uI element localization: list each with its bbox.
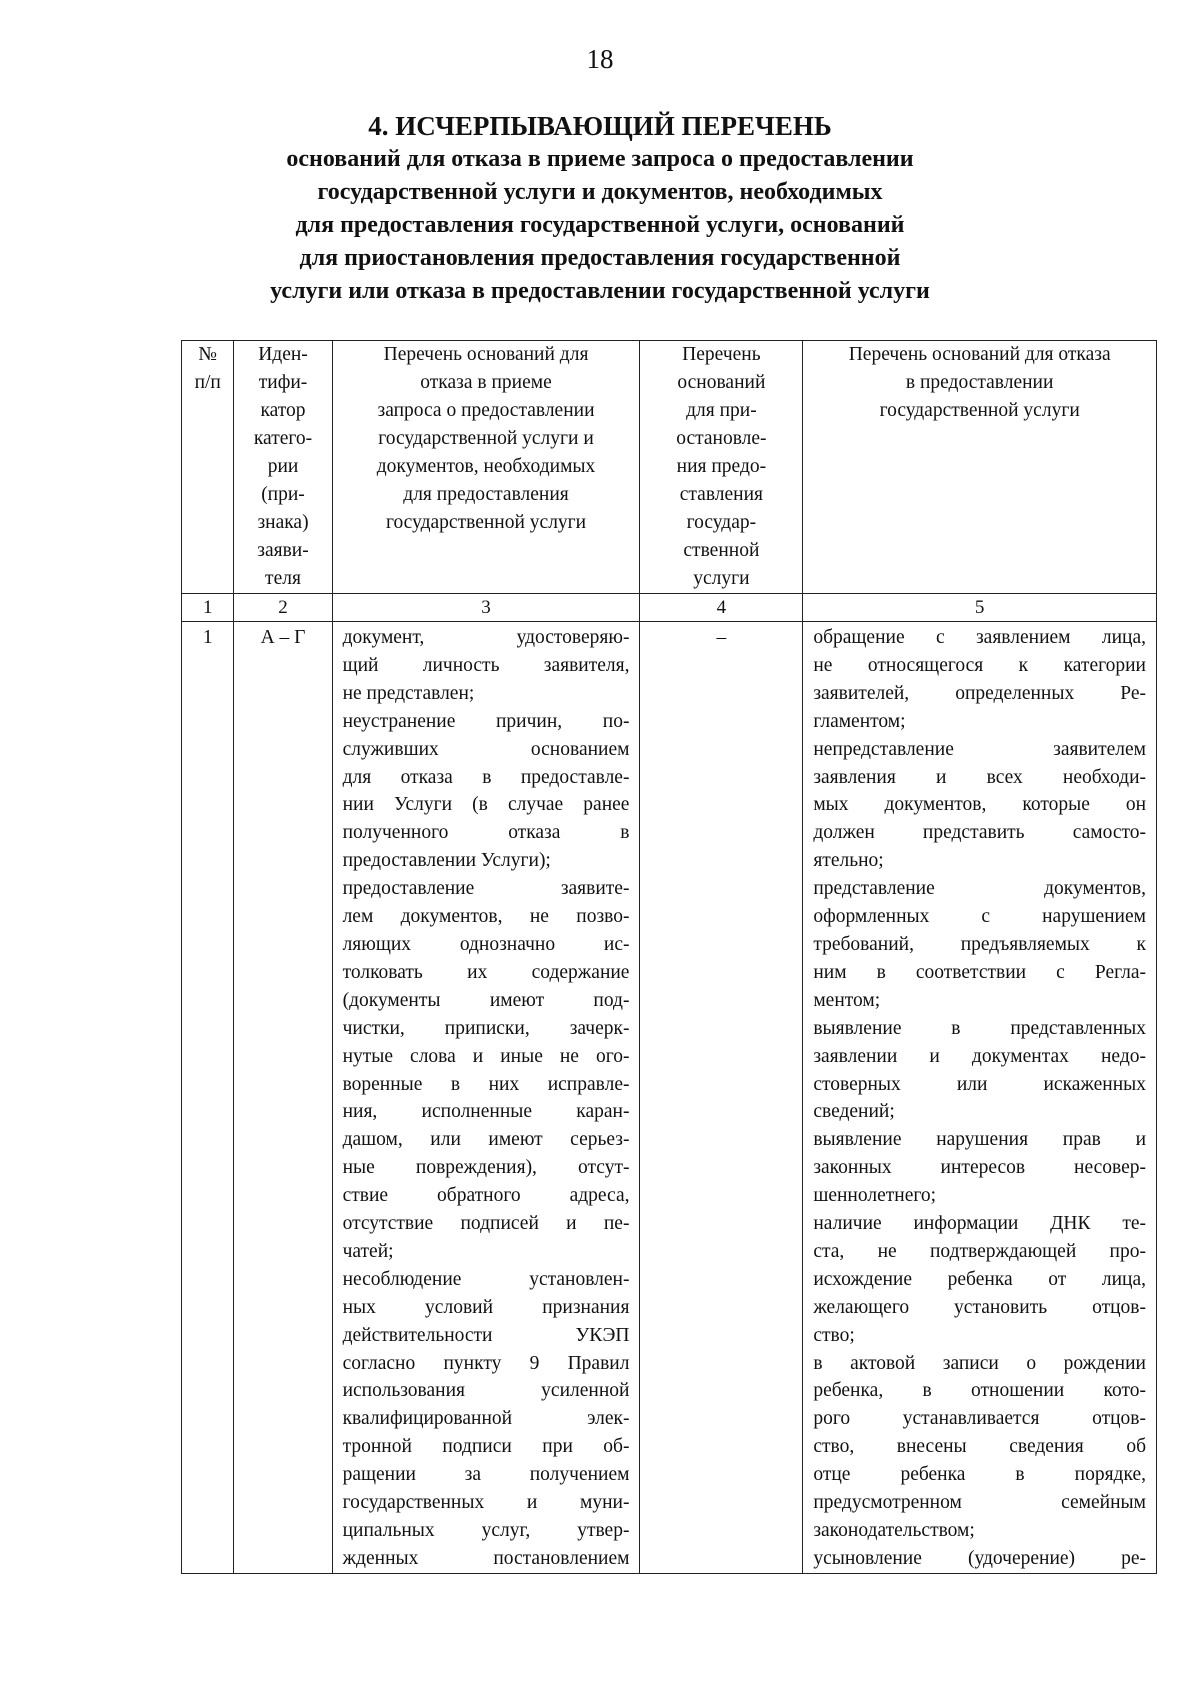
table-row [182, 622, 1157, 1574]
text-line: ятельно; [813, 850, 884, 872]
text-line: согласно пункту 9 Правил [342, 1352, 630, 1374]
text-line: мых документов, которые он [813, 794, 1146, 816]
text-line: ребенка, в отношении кото- [813, 1380, 1146, 1402]
header-line: п/п [194, 372, 221, 393]
text-line: ципальных услуг, утвер- [342, 1520, 630, 1541]
header-line: ставления [679, 484, 764, 505]
header-line: документов, необходимых [376, 456, 596, 477]
text-line: ращении за получением [342, 1464, 630, 1486]
text-line: заявлении и документах недо- [813, 1045, 1146, 1067]
text-line: чатей; [342, 1240, 394, 1262]
text-line: ство, внесены сведения об [813, 1436, 1146, 1458]
text-line: (документы имеют под- [342, 989, 630, 1011]
text-line: дашом, или имеют серьез- [342, 1129, 630, 1151]
row-category-text: А – Г [260, 627, 306, 648]
section-title: 4. ИСЧЕРПЫВАЮЩИЙ ПЕРЕЧЕНЬ [368, 111, 832, 141]
text-line: нии Услуги (в случае ранее [342, 794, 630, 816]
header-line: рии [267, 456, 299, 477]
text-line: предусмотренном семейным [813, 1492, 1146, 1514]
text-line: воренные в них исправле- [342, 1073, 630, 1095]
text-line: законных интересов несовер- [813, 1157, 1146, 1179]
column-number: 3 [332, 594, 640, 622]
text-line: желающего установить отцов- [813, 1296, 1146, 1318]
column-number: 5 [803, 594, 1157, 622]
text-line: предоставлении Услуги); [342, 850, 551, 872]
text-line: усыновление (удочерение) ре- [813, 1547, 1146, 1569]
header-line: государственной услуги [879, 400, 1080, 421]
reception-refusal-cell [332, 622, 640, 1574]
text-line: должен представить самосто- [813, 822, 1146, 844]
header-line: Перечень оснований для [383, 344, 589, 365]
text-line: обращение с заявлением лица, [813, 627, 1146, 648]
text-line: гламентом; [813, 710, 906, 732]
text-line: использования усиленной [342, 1380, 630, 1402]
text-line: в актовой записи о рождении [813, 1352, 1146, 1374]
header-line: № [198, 344, 218, 365]
text-line: служивших основанием [342, 738, 630, 760]
header-line: услуги [693, 568, 750, 589]
text-line: ментом; [813, 989, 881, 1011]
header-line: отказа в приеме [420, 372, 552, 393]
header-reception-refusal-grounds [332, 341, 640, 594]
header-line: для предоставления [403, 484, 569, 505]
header-line: государственной услуги и [378, 428, 594, 449]
text-line: толковать их содержание [342, 961, 630, 983]
header-line: государ- [686, 512, 757, 533]
row-number [182, 622, 234, 1574]
text-line: предоставление заявите- [342, 878, 630, 900]
column-number: 2 [234, 594, 332, 622]
text-line: ство; [813, 1324, 855, 1346]
header-line: Иден- [258, 344, 308, 365]
section-subtitle-line: государственной услуги и документов, необходимых [317, 179, 883, 205]
text-line: несоблюдение установлен- [342, 1268, 630, 1290]
text-line: для отказа в предоставле- [342, 766, 630, 788]
header-line: катего- [253, 428, 313, 449]
header-line: оснований [677, 372, 766, 393]
text-line: лем документов, не позво- [342, 906, 630, 928]
text-line: тронной подписи при об- [342, 1436, 630, 1458]
text-line: ных условий признания [342, 1296, 630, 1318]
text-line: оформленных с нарушением [813, 906, 1146, 928]
text-line: документ, удостоверяю- [342, 627, 630, 648]
text-line: заявления и всех необходи- [813, 766, 1146, 788]
section-subtitle-line: услуги или отказа в предоставлении государственной услуги [270, 278, 930, 304]
text-line: рого устанавливается отцов- [813, 1408, 1146, 1430]
text-line: неустранение причин, по- [342, 710, 630, 732]
text-line: законодательством; [813, 1520, 975, 1541]
text-line: жденных постановлением [342, 1547, 630, 1569]
text-line: не относящегося к категории [813, 654, 1146, 676]
text-line: наличие информации ДНК те- [813, 1213, 1146, 1235]
text-line: нутые слова и иные не ого- [342, 1045, 630, 1067]
text-line: государственных и муни- [342, 1492, 630, 1514]
section-heading [0, 110, 1200, 308]
text-line: отсутствие подписей и пе- [342, 1213, 630, 1235]
header-line: (при- [261, 484, 305, 505]
text-line: квалифицированной элек- [342, 1408, 630, 1430]
header-line: остановле- [676, 428, 767, 449]
suspension-cell [640, 622, 803, 1574]
header-applicant-category [234, 341, 332, 594]
section-subtitle-line: оснований для отказа в приеме запроса о предоставлении [286, 146, 914, 172]
text-line: действительности УКЭП [342, 1324, 630, 1346]
header-line: в предоставлении [905, 372, 1054, 393]
header-line: для при- [686, 400, 757, 421]
section-subtitle-line: для приостановления предоставления государственной [299, 245, 901, 271]
row-category [234, 622, 332, 1574]
page-number: 18 [586, 44, 614, 74]
header-number [182, 341, 234, 594]
text-line: ляющих однозначно ис- [342, 933, 630, 955]
text-line: ствие обратного адреса, [342, 1185, 630, 1207]
header-line: заяви- [257, 540, 309, 561]
column-number: 1 [182, 594, 234, 622]
reception-refusal-text [333, 622, 640, 1573]
service-refusal-cell [803, 622, 1157, 1574]
header-line: ственной [683, 540, 760, 561]
header-service-refusal-grounds [803, 341, 1157, 594]
header-line: катор [260, 400, 306, 421]
section-subtitle-line: для предоставления государственной услуги, оснований [295, 212, 905, 238]
header-line: запроса о предоставлении [377, 400, 595, 421]
text-line: выявление нарушения прав и [813, 1129, 1146, 1151]
text-line: непредставление заявителем [813, 738, 1146, 760]
text-line: стоверных или искаженных [813, 1073, 1146, 1095]
text-line: выявление в представленных [813, 1017, 1146, 1039]
text-line: требований, предъявляемых к [813, 933, 1146, 955]
service-refusal-text [803, 622, 1156, 1573]
text-line: не представлен; [342, 682, 475, 704]
suspension-text: – [716, 627, 727, 648]
text-line: ния, исполненные каран- [342, 1101, 630, 1123]
text-line: представление документов, [813, 878, 1146, 900]
text-line: ним в соответствии с Регла- [813, 961, 1146, 983]
text-line: исхождение ребенка от лица, [813, 1268, 1146, 1290]
text-line: заявителей, определенных Ре- [813, 682, 1146, 704]
header-line: тифи- [258, 372, 308, 393]
text-line: ные повреждения), отсут- [342, 1157, 630, 1179]
header-row [182, 341, 1157, 594]
column-number: 4 [640, 594, 803, 622]
header-suspension-grounds [640, 341, 803, 594]
text-line: щий личность заявителя, [342, 654, 630, 676]
row-number-text: 1 [202, 627, 213, 648]
text-line: чистки, приписки, зачерк- [342, 1017, 630, 1039]
text-line: сведений; [813, 1101, 895, 1123]
header-line: государственной услуги [385, 512, 587, 533]
header-line: Перечень оснований для отказа [848, 344, 1111, 365]
text-line: отце ребенка в порядке, [813, 1464, 1146, 1486]
text-line: шеннолетнего; [813, 1185, 937, 1207]
header-line: теля [265, 568, 301, 589]
header-line: ния предо- [676, 456, 767, 477]
grounds-table [181, 340, 1157, 1574]
header-line: знака) [257, 512, 309, 533]
column-number-row [182, 594, 1157, 622]
header-line: Перечень [682, 344, 761, 365]
text-line: ста, не подтверждающей про- [813, 1240, 1146, 1262]
text-line: полученного отказа в [342, 822, 630, 844]
